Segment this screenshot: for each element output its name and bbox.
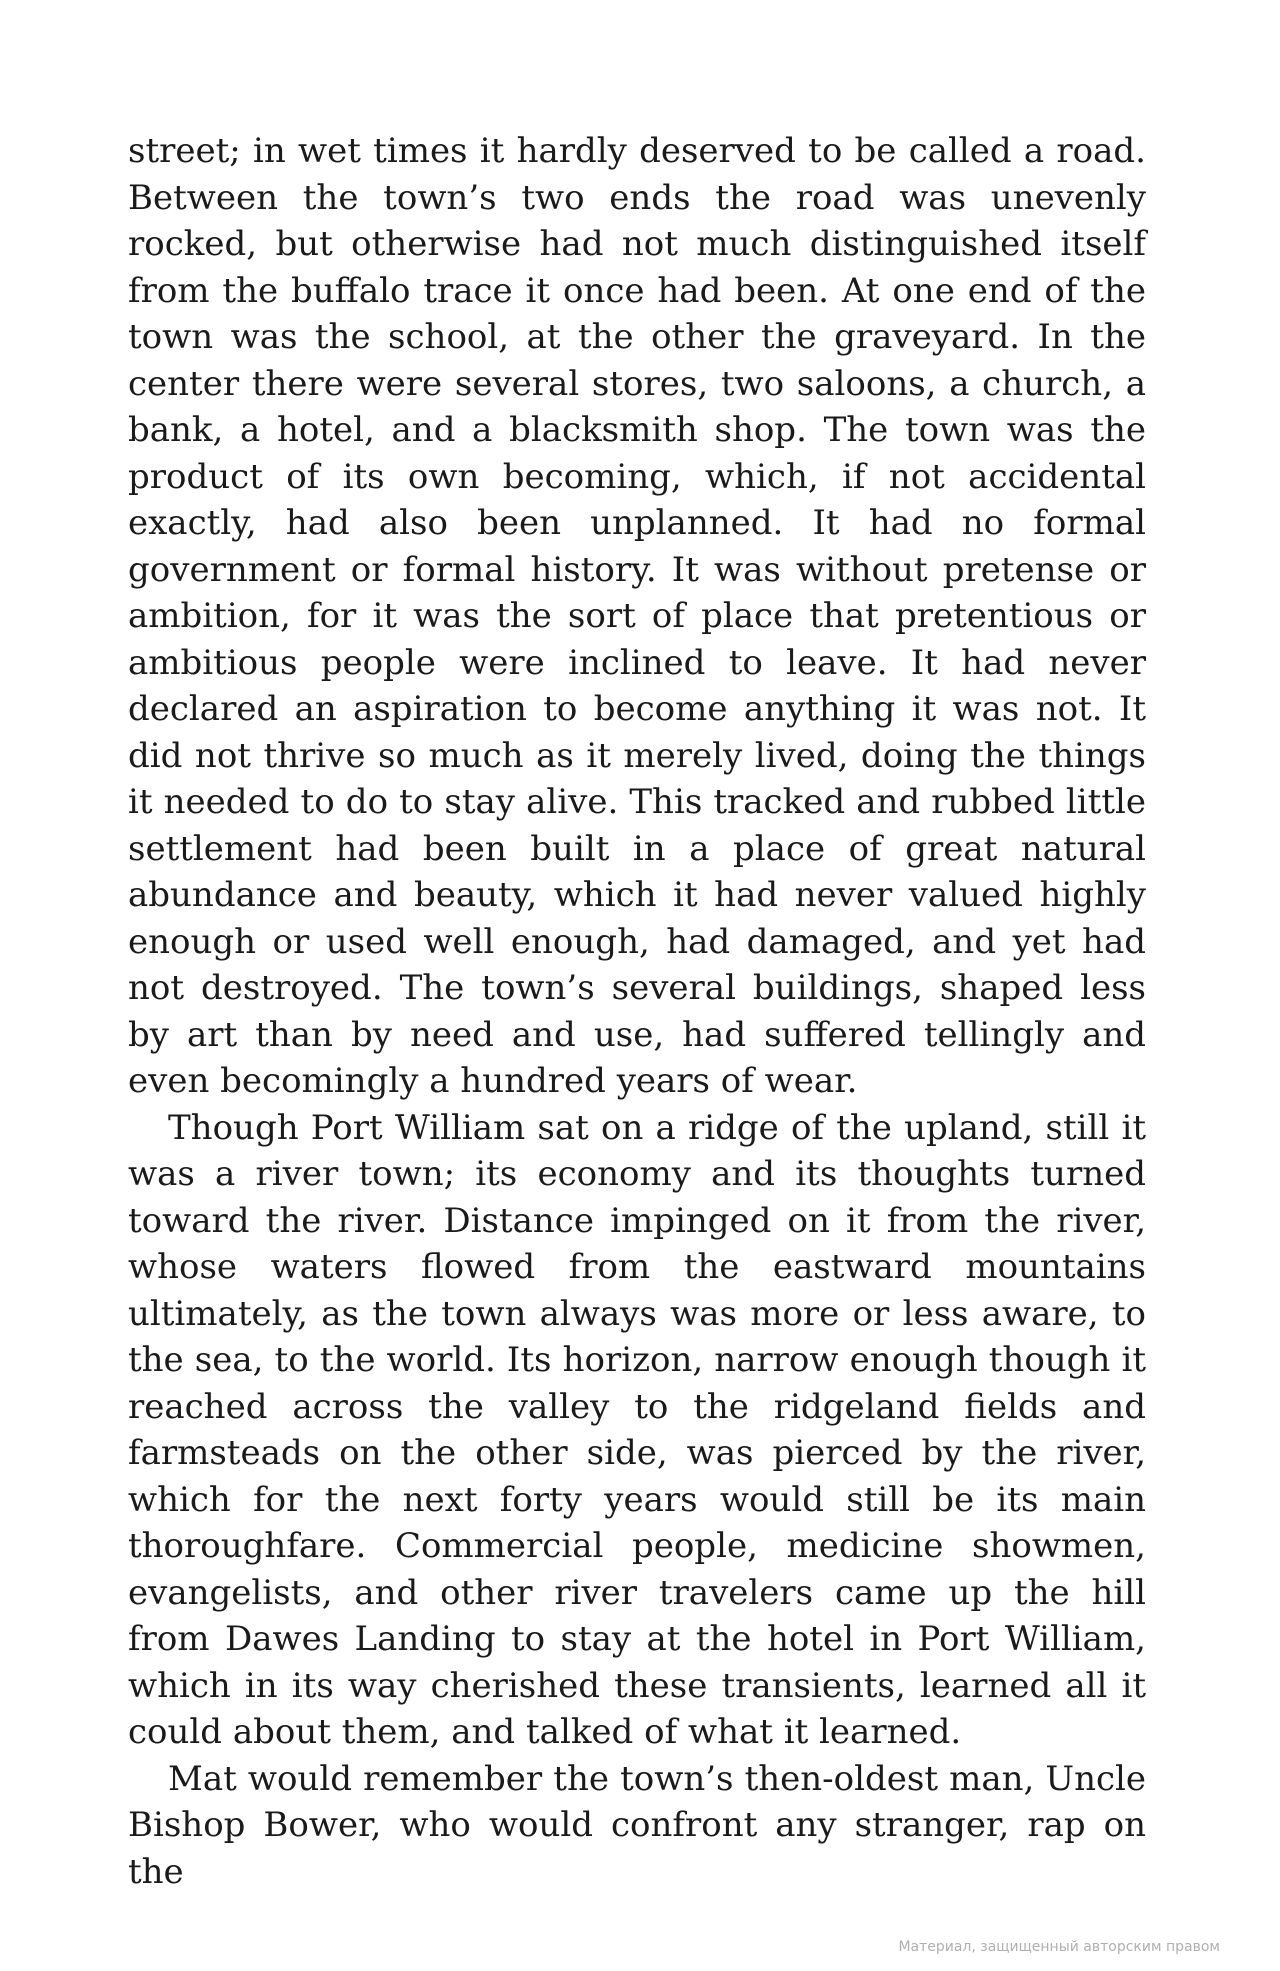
paragraph-uncle-bishop: Mat would remember the town’s then-oldest man, Uncle Bishop Bower, who would confront any stranger, rap on the	[128, 1758, 1146, 1892]
paragraph-town-description: street; in wet times it hardly deserved to be called a road. Between the town’s two ends the road was unevenly rocked, but otherwise had not much distinguished itself from the buffalo trace it once had been. At one end of the town was the school, at the other the graveyard. In the center there were several stores, two saloons, a church, a bank, a hotel, and a blacksmith shop. The town was the product of its own becoming, which, if not accidental exactly, had also been unplanned. It had no formal government or formal history. It was without pretense or ambition, for it was the sort of place that pretentious or ambitious people were inclined to leave. It had never declared an aspiration to become anything it was not. It did not thrive so much as it merely lived, doing the things it needed to do to stay alive. This tracked and rubbed little settlement had been built in a place of great natural abundance and beauty, which it had never valued highly enough or used well enough, had damaged, and yet had not destroyed. The town’s several buildings, shaped less by art than by need and use, had suffered tellingly and even becomingly a hundred years of wear.	[128, 131, 1146, 1101]
book-page-body	[128, 128, 1146, 1895]
copyright-watermark: Материал, защищенный авторским правом	[898, 1939, 1220, 1955]
paragraph-river-town: Though Port William sat on a ridge of the upland, still it was a river town; its economy and its thoughts turned toward the river. Distance impinged on it from the river, whose waters flowed from the eastward mountains ultimately, as the town always was more or less aware, to the sea, to the world. Its horizon, narrow enough though it reached across the valley to the ridgeland fields and farmsteads on the other side, was pierced by the river, which for the next forty years would still be its main thoroughfare. Commercial people, medicine showmen, evangelists, and other river travelers came up the hill from Dawes Landing to stay at the hotel in Port William, which in its way cherished these transients, learned all it could about them, and talked of what it learned.	[128, 1107, 1146, 1752]
